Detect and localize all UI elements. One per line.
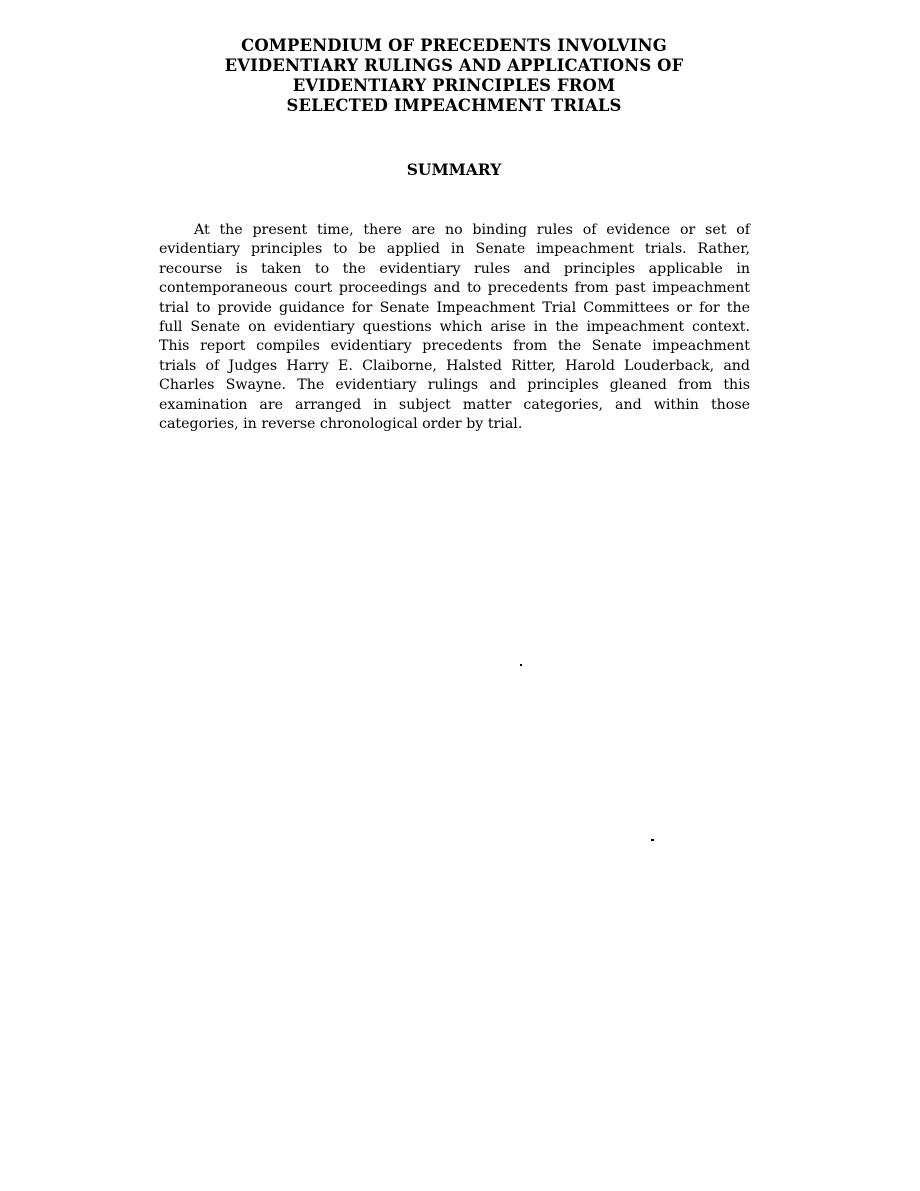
- summary-paragraph: [159, 221, 750, 434]
- paragraph-line: categories, in reverse chronological order by trial.: [159, 416, 523, 433]
- paragraph-line: This report compiles evidentiary precedents from the Senate impeachment: [159, 338, 750, 355]
- paragraph-line: examination are arranged in subject matter categories, and within those: [159, 396, 750, 413]
- scan-speck: [520, 664, 522, 666]
- title-line: EVIDENTIARY RULINGS AND APPLICATIONS OF: [224, 56, 684, 75]
- scan-speck: [651, 839, 654, 841]
- paragraph-line: trials of Judges Harry E. Claiborne, Halsted Ritter, Harold Louderback, and: [159, 357, 750, 374]
- paragraph-line: trial to provide guidance for Senate Impeachment Trial Committees or for the: [159, 299, 750, 316]
- title-line: SELECTED IMPEACHMENT TRIALS: [286, 96, 622, 115]
- title-line: COMPENDIUM OF PRECEDENTS INVOLVING: [241, 36, 667, 55]
- paragraph-line: contemporaneous court proceedings and to precedents from past impeachment: [159, 280, 750, 297]
- paragraph-line: full Senate on evidentiary questions which arise in the impeachment context.: [159, 319, 750, 336]
- paragraph-line: evidentiary principles to be applied in Senate impeachment trials. Rather,: [159, 241, 750, 258]
- paragraph-line: At the present time, there are no binding rules of evidence or set of: [194, 222, 750, 238]
- paragraph-line: recourse is taken to the evidentiary rules and principles applicable in: [159, 260, 750, 277]
- title-line: EVIDENTIARY PRINCIPLES FROM: [292, 76, 616, 95]
- document-title: [150, 36, 758, 116]
- section-heading: SUMMARY: [406, 160, 502, 179]
- paragraph-line: Charles Swayne. The evidentiary rulings and principles gleaned from this: [159, 377, 750, 394]
